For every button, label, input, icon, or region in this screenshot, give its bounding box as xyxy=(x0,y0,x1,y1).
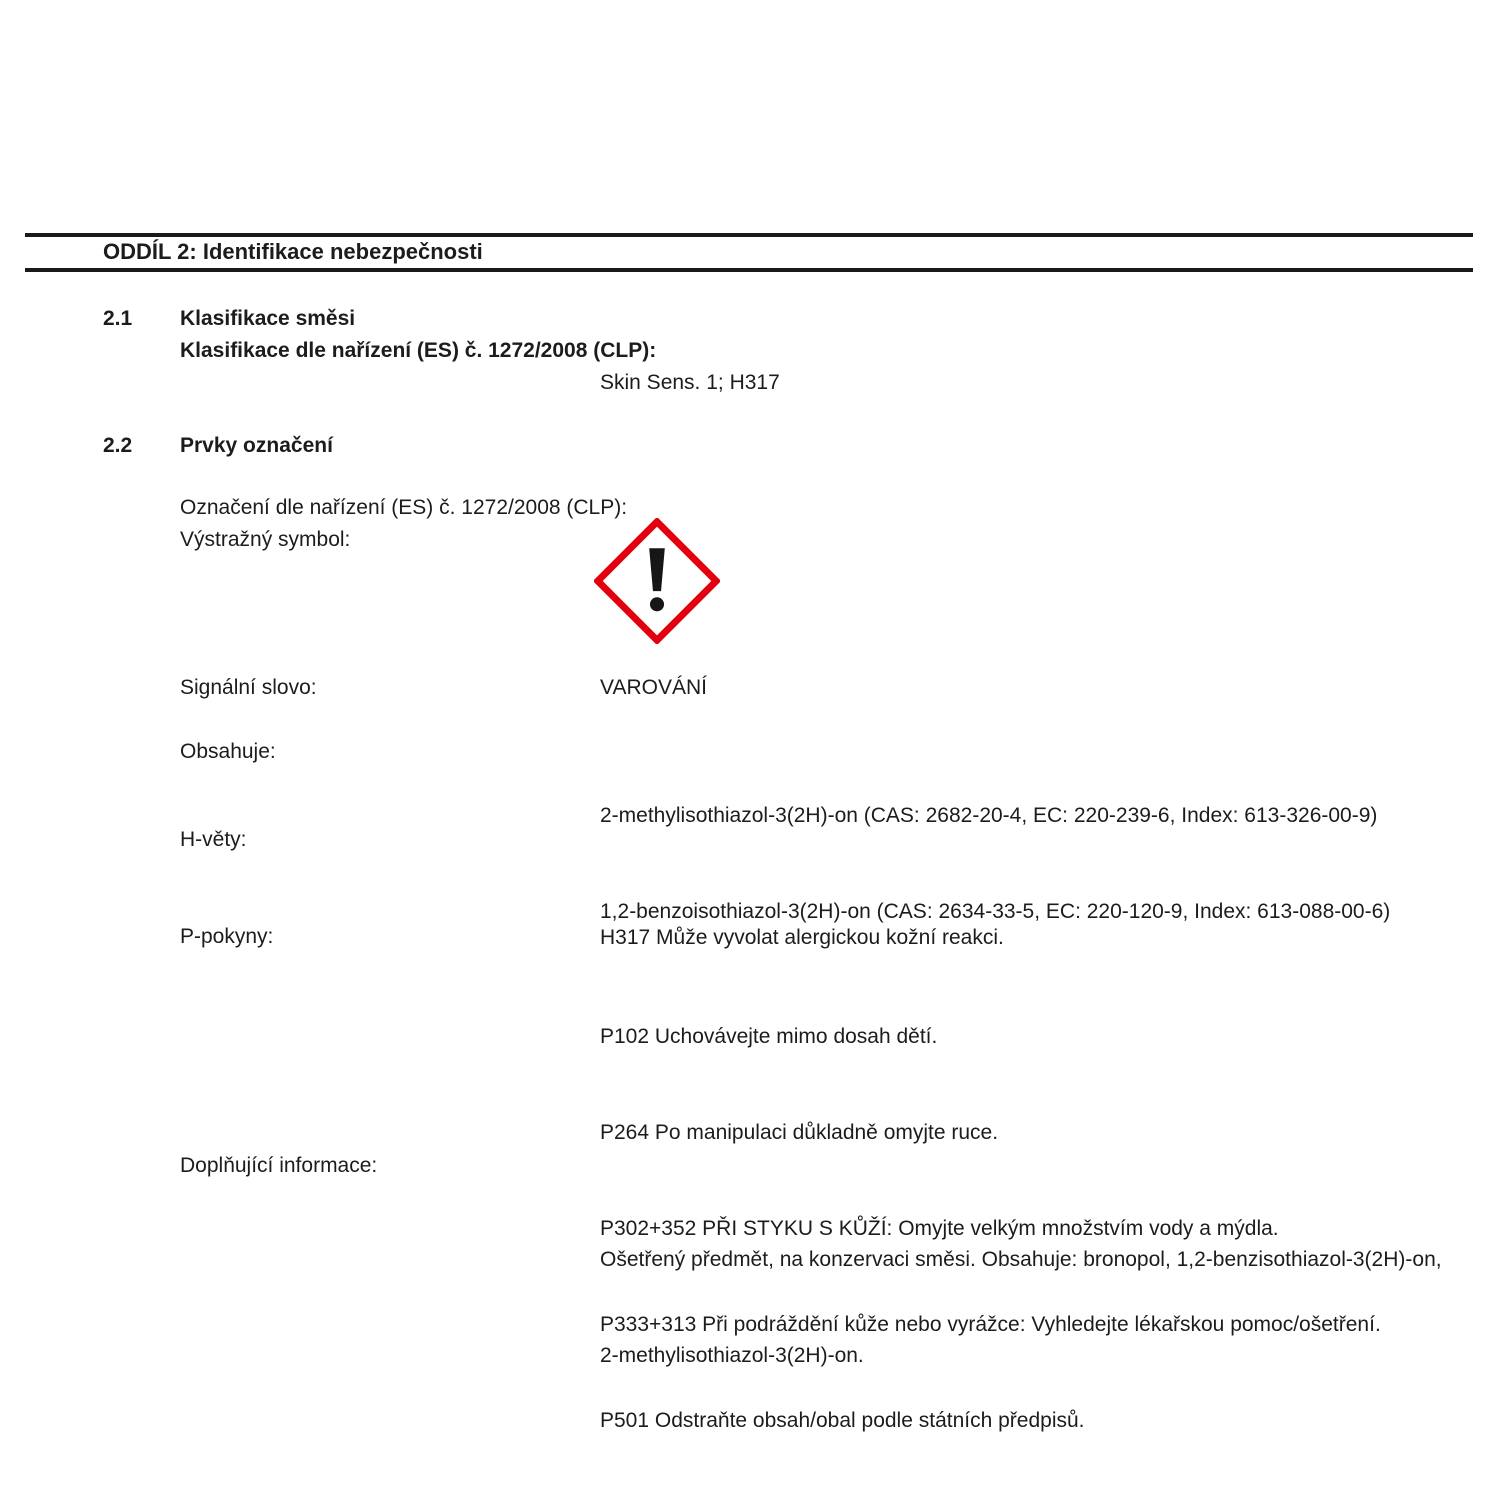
additional-info-text xyxy=(600,1180,1442,1436)
labeling-clp-heading: Označení dle nařízení (ES) č. 1272/2008 (CLP): xyxy=(180,496,628,519)
section-header-title: ODDÍL 2: Identifikace nebezpečnosti xyxy=(103,239,483,264)
ghs07-exclamation-pictogram-icon xyxy=(594,518,720,644)
signal-word-label: Signální slovo: xyxy=(180,676,317,699)
p-statements-label: P-pokyny: xyxy=(180,925,274,948)
contains-label: Obsahuje: xyxy=(180,740,276,763)
subsection-2-2-title: Prvky označení xyxy=(180,434,333,457)
signal-word-value: VAROVÁNÍ xyxy=(600,676,707,699)
h-statement-item: H317 Může vyvolat alergickou kožní reakci. xyxy=(600,926,1004,949)
subsection-2-2-number: 2.2 xyxy=(103,434,133,457)
subsection-2-1-number: 2.1 xyxy=(103,307,133,330)
header-rule-bottom xyxy=(25,268,1473,272)
classification-value: Skin Sens. 1; H317 xyxy=(600,371,780,394)
p-statement-item: P501 Odstraňte obsah/obal podle státních předpisů. xyxy=(600,1409,1085,1432)
p-statement-item: P333+313 Při podráždění kůže nebo vyrážce: Vyhledejte lékařskou pomoc/ošetření. xyxy=(600,1313,1381,1336)
additional-info-label: Doplňující informace: xyxy=(180,1154,378,1177)
additional-info-line: 2-methylisothiazol-3(2H)-on. xyxy=(600,1344,864,1367)
h-statements-label: H-věty: xyxy=(180,828,247,851)
subsection-2-1-title: Klasifikace směsi xyxy=(180,307,356,330)
p-statement-item: P102 Uchovávejte mimo dosah dětí. xyxy=(600,1025,938,1048)
p-statement-item: P264 Po manipulaci důkladně omyjte ruce. xyxy=(600,1121,999,1144)
p-statement-item: P302+352 PŘI STYKU S KŮŽÍ: Omyjte velkým množstvím vody a mýdla. xyxy=(600,1217,1279,1240)
contains-item: 1,2-benzoisothiazol-3(2H)-on (CAS: 2634-33-5, EC: 220-120-9, Index: 613-088-00-6) xyxy=(600,900,1391,923)
additional-info-line: Ošetřený předmět, na konzervaci směsi. Obsahuje: bronopol, 1,2-benzisothiazol-3(2H)-on, xyxy=(600,1248,1442,1271)
contains-item: 2-methylisothiazol-3(2H)-on (CAS: 2682-20-4, EC: 220-239-6, Index: 613-326-00-9) xyxy=(600,804,1378,827)
pictogram-label: Výstražný symbol: xyxy=(180,528,351,551)
classification-clp-heading: Klasifikace dle nařízení (ES) č. 1272/2008 (CLP): xyxy=(180,339,657,362)
